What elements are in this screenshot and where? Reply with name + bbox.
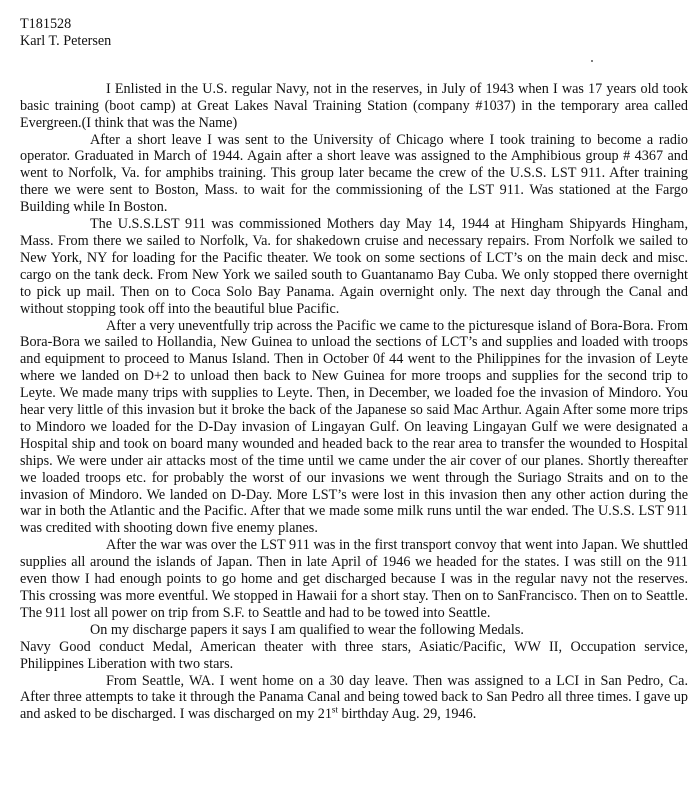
paragraph-pacific-campaign: After a very uneventfully trip across the Pacific we came to the picturesque island of Bora-Bora. From Bora-Bora we sailed to Hollandia, New Guinea to unload the sections of LCT’s and supplies and loaded with troops and equipment to proceed to Manus Island. Then in October 0f 44 went to the Philippines for the invasion of Leyte where we landed on D+2 to unload then back to New Guinea for more troops and supplies for the second trip to Leyte. We made many trips with supplies to Leyte. Then, in December, we loaded foe the invasion of Mindoro. You hear very little of this invasion but it broke the back of the Japanese so said Mac Arthur. Again After some more trips to Mindoro we loaded for the D-Day invasion of Lingayan Gulf. On leaving Lingayan Gulf we were designated a Hospital ship and took on board many wounded and headed back to the rear area to transfer the wounded to Hospital ships. We were under air attacks most of the time until we came under the air cover of our planes. Shortly thereafter we loaded troops etc. for probably the worst of our invasions we went through the Suriago Straits and on to the invasion of Mindoro. We landed on D-Day. More LST’s were lost in this invasion then any other action during the war in both the Atlantic and the Pacific. After that we made some milk runs until the war ended. The U.S.S. LST 911 was credited with shooting down five enemy planes. [20,317,688,537]
ordinal-suffix: st [331,704,338,715]
paragraph-final [20,673,688,724]
final-text: From Seattle, WA. I went home on a 30 day leave. Then was assigned to a LCI in San Pedro, Ca. After three attempts to take it through the Panama Canal and being towed back to San Pedro all three times. I gave up and asked to be discharged. I was discharged on my 21 [20,672,688,723]
memoir-body [20,81,688,723]
paragraph-after-war: After the war was over the LST 911 was in the first transport convoy that went into Japan. We shuttled supplies all around the islands of Japan. Then in late April of 1946 we headed for the states. I was still on the 911 even thow I had enough points to go home and get discharged because I was in the regular navy not the reserves. This crossing was more eventful. We stopped in Hawaii for a short stay. Then on to SanFrancisco. Then on to Seattle. The 911 lost all power on trip from S.F. to Seattle and had to be towed into Seattle. [20,537,688,621]
paragraph-medals: Navy Good conduct Medal, American theater with three stars, Asiatic/Pacific, WW II, Occupation service, Philippines Liberation with two stars. [20,638,688,672]
final-text-end: birthday Aug. 29, 1946. [337,706,477,723]
paragraph-discharge-papers: On my discharge papers it says I am qualified to wear the following Medals. [90,621,524,638]
paragraph-radio-training: After a short leave I was sent to the University of Chicago where I took training to become a radio operator. Graduated in March of 1944. Again after a short leave was assigned to the Amphibious group # 4367 and went to Norfolk, Va. for amphibs training. This group later became the crew of the U.S.S. LST 911. After training there we were sent to Boston, Mass. to wait for the commissioning of the LST 911. Was stationed at the Fargo Building while In Boston. [20,131,688,216]
author-name: Karl T. Petersen [20,32,112,49]
paragraph-enlistment: I Enlisted in the U.S. regular Navy, not in the reserves, in July of 1943 when I was 17 years old took basic training (boot camp) at Great Lakes Naval Training Station (company #1037) in the temporary area called Evergreen.(I think that was the Name) [20,80,688,131]
scan-speck [591,60,593,62]
document-id: T181528 [20,16,72,32]
paragraph-commissioning: The U.S.S.LST 911 was commissioned Mothers day May 14, 1944 at Hingham Shipyards Hingham, Mass. From there we sailed to Norfolk, Va. for shakedown cruise and necessary repairs. From Norfolk we sailed to New York, NY for loading for the Pacific theater. We took on some sections of LCT’s on the main deck and misc. cargo on the tank deck. From New York we sailed south to Guantanamo Bay Cuba. We only stopped there overnight to pick up mail. Then on to Coca Solo Bay Panama. Again overnight only. The next day through the Canal and without stopping took off into the beautiful blue Pacific. [20,216,688,317]
